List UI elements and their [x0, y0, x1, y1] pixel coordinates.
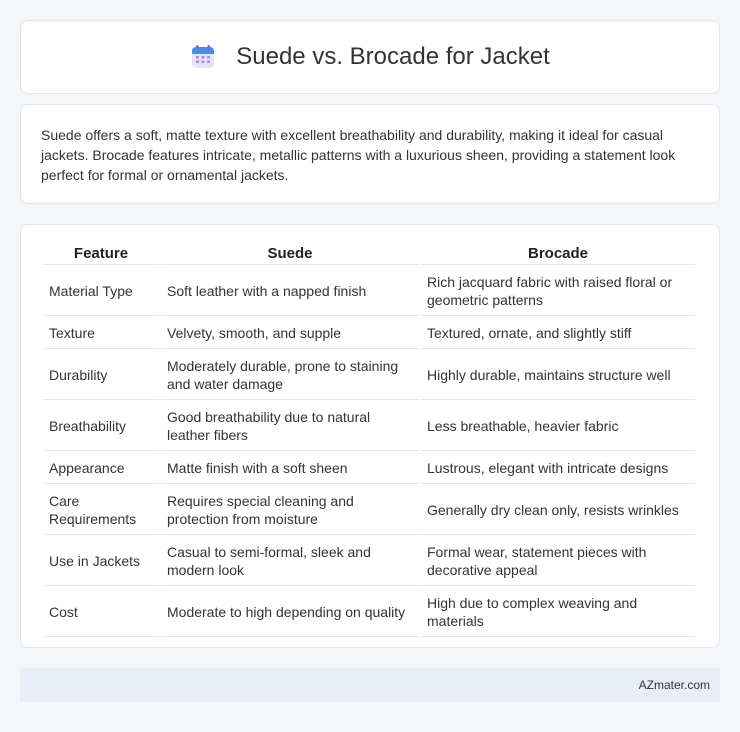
footer — [20, 668, 720, 702]
calendar-icon — [190, 44, 216, 70]
brocade-cell: Formal wear, statement pieces with decorative appeal — [421, 537, 695, 586]
suede-cell: Casual to semi-formal, sleek and modern look — [161, 537, 419, 586]
feature-cell: Breathability — [43, 402, 159, 451]
brocade-cell: Lustrous, elegant with intricate designs — [421, 453, 695, 484]
title-card — [20, 20, 720, 94]
table-row — [43, 318, 695, 349]
suede-cell: Matte finish with a soft sheen — [161, 453, 419, 484]
feature-cell: Care Requirements — [43, 486, 159, 535]
column-header-brocade: Brocade — [421, 243, 695, 265]
table-header-row — [43, 243, 695, 265]
suede-cell: Velvety, smooth, and supple — [161, 318, 419, 349]
suede-cell: Moderately durable, prone to staining and water damage — [161, 351, 419, 400]
comparison-table-card — [20, 224, 720, 648]
brocade-cell: Highly durable, maintains structure well — [421, 351, 695, 400]
feature-cell: Material Type — [43, 267, 159, 316]
table-row — [43, 402, 695, 451]
table-row — [43, 351, 695, 400]
feature-cell: Texture — [43, 318, 159, 349]
footer-brand[interactable]: AZmater.com — [638, 678, 710, 692]
brocade-cell: High due to complex weaving and materials — [421, 588, 695, 637]
table-row — [43, 453, 695, 484]
summary-text: Suede offers a soft, matte texture with excellent breathability and durability, making it ideal for casual jackets. Brocade features intricate, metallic patterns with a luxurious sheen, providing a statement look perfect for formal or ornamental jackets. — [41, 127, 676, 183]
summary-card — [20, 104, 720, 204]
brocade-cell: Textured, ornate, and slightly stiff — [421, 318, 695, 349]
table-row — [43, 267, 695, 316]
suede-cell: Soft leather with a napped finish — [161, 267, 419, 316]
column-header-suede: Suede — [161, 243, 419, 265]
table-row — [43, 486, 695, 535]
brocade-cell: Less breathable, heavier fabric — [421, 402, 695, 451]
suede-cell: Requires special cleaning and protection from moisture — [161, 486, 419, 535]
brocade-cell: Rich jacquard fabric with raised floral or geometric patterns — [421, 267, 695, 316]
feature-cell: Durability — [43, 351, 159, 400]
table-row — [43, 588, 695, 637]
comparison-table — [41, 241, 697, 639]
page-title: Suede vs. Brocade for Jacket — [236, 43, 550, 70]
table-row — [43, 537, 695, 586]
feature-cell: Cost — [43, 588, 159, 637]
brocade-cell: Generally dry clean only, resists wrinkles — [421, 486, 695, 535]
feature-cell: Appearance — [43, 453, 159, 484]
suede-cell: Good breathability due to natural leather fibers — [161, 402, 419, 451]
suede-cell: Moderate to high depending on quality — [161, 588, 419, 637]
feature-cell: Use in Jackets — [43, 537, 159, 586]
column-header-feature: Feature — [43, 243, 159, 265]
